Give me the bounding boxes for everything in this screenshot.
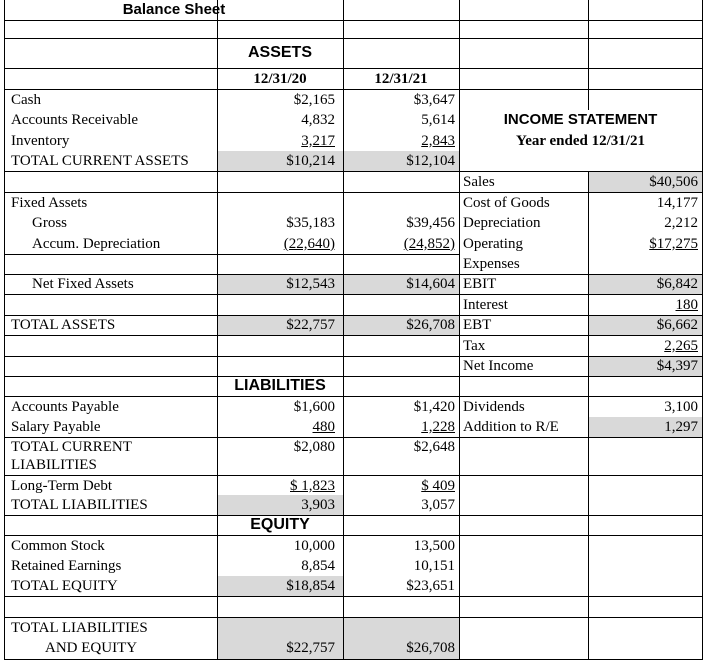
tcl-2021: $2,648: [413, 439, 455, 455]
net-income-label: Net Income: [463, 358, 534, 374]
grid-hline: [4, 38, 703, 39]
grid-hline: [4, 68, 703, 69]
ebt-value: $6,662: [656, 317, 698, 333]
ltd-2021-value: $ 409: [421, 478, 455, 494]
total-equity-2021: $23,651: [406, 578, 455, 594]
retained-earnings-2020: 8,854: [301, 558, 335, 574]
retained-earnings-2021: 10,151: [413, 558, 455, 574]
common-stock-2020: 10,000: [293, 538, 335, 554]
total-equity-2020: $18,854: [286, 578, 335, 594]
addition-re-label: Addition to R/E: [463, 419, 559, 435]
grid-hline: [4, 596, 703, 597]
tcl-2020: $2,080: [293, 439, 335, 455]
income-statement-subtitle: Year ended 12/31/21: [516, 133, 645, 149]
grid-hline: [4, 335, 703, 336]
grid-vline: [4, 0, 5, 660]
ar-2021: 5,614: [421, 112, 455, 128]
tax-label: Tax: [463, 338, 486, 354]
ltd-label: Long-Term Debt: [11, 478, 113, 494]
interest-value: [588, 296, 698, 314]
total-assets-2020: $22,757: [286, 317, 335, 333]
dividends-label: Dividends: [463, 399, 525, 415]
ar-label: Accounts Receivable: [11, 112, 139, 128]
tca-2020: $10,214: [286, 153, 335, 169]
salary-2021-value: 1,228: [421, 419, 455, 435]
grid-vline: [702, 0, 703, 660]
total-equity-label: TOTAL EQUITY: [11, 578, 118, 594]
grid-hline: [4, 617, 703, 618]
retained-earnings-label: Retained Earnings: [11, 558, 122, 574]
grid-hline: [4, 475, 703, 476]
grid-hline: [4, 396, 703, 397]
balance-sheet-title: Balance Sheet: [122, 1, 226, 18]
tax-value: [588, 337, 698, 355]
accum-dep-2020-value: (22,640): [283, 236, 335, 252]
ltd-2021: [343, 477, 455, 495]
nfa-label: Net Fixed Assets: [32, 276, 134, 292]
grid-hline: [4, 89, 703, 90]
grid-hline: [4, 294, 703, 295]
opex-value-text: $17,275: [649, 236, 698, 252]
grid-hline: [4, 192, 703, 193]
interest-label: Interest: [463, 297, 508, 313]
ebit-value: $6,842: [656, 276, 698, 292]
depreciation-value: 2,212: [664, 215, 698, 231]
ap-label: Accounts Payable: [11, 399, 119, 415]
grid-hline: [4, 376, 703, 377]
interest-value-text: 180: [675, 297, 698, 313]
ltd-2020: [217, 477, 335, 495]
accum-dep-2020: [217, 235, 335, 253]
total-assets-label: TOTAL ASSETS: [11, 317, 116, 333]
sales-value: $40,506: [649, 174, 698, 190]
gross-2021: $39,456: [406, 215, 455, 231]
grid-hline: [4, 515, 703, 516]
grid-hline: [4, 20, 703, 21]
inventory-label: Inventory: [11, 133, 70, 149]
grid-vline: [588, 0, 589, 110]
tle-2021: $26,708: [406, 640, 455, 656]
grid-hline: [4, 254, 459, 255]
tax-value-text: 2,265: [664, 338, 698, 354]
ebit-label: EBIT: [463, 276, 497, 292]
date-2020-header: 12/31/20: [253, 71, 307, 87]
income-statement-title: INCOME STATEMENT: [503, 111, 658, 128]
gross-label: Gross: [32, 215, 68, 231]
inventory-2021: [343, 132, 455, 150]
opex-label-line2: Expenses: [463, 256, 520, 272]
ebt-label: EBT: [463, 317, 492, 333]
cogs-value: 14,177: [656, 195, 698, 211]
tcl-label-line1: TOTAL CURRENT: [11, 439, 132, 455]
cash-2021: $3,647: [413, 92, 455, 108]
equity-header: EQUITY: [250, 516, 310, 533]
total-assets-2021: $26,708: [406, 317, 455, 333]
tle-label-line2: AND EQUITY: [45, 640, 138, 656]
net-income-value: $4,397: [656, 358, 698, 374]
ap-2020: $1,600: [293, 399, 335, 415]
tca-2021: $12,104: [406, 153, 455, 169]
grid-vline: [459, 0, 460, 660]
total-liabilities-label: TOTAL LIABILITIES: [11, 497, 148, 513]
common-stock-label: Common Stock: [11, 538, 105, 554]
accum-dep-label: Accum. Depreciation: [32, 236, 161, 252]
ar-2020: 4,832: [301, 112, 335, 128]
tca-label: TOTAL CURRENT ASSETS: [11, 153, 189, 169]
nfa-2021: $14,604: [406, 276, 455, 292]
cash-label: Cash: [11, 92, 41, 108]
inventory-2020: [217, 132, 335, 150]
inventory-2021-value: 2,843: [421, 133, 455, 149]
cash-2020: $2,165: [293, 92, 335, 108]
nfa-2020: $12,543: [286, 276, 335, 292]
tle-label-line1: TOTAL LIABILITIES: [11, 620, 148, 636]
accum-dep-2021-value: (24,852): [403, 236, 455, 252]
ltd-2020-value: $ 1,823: [290, 478, 335, 494]
grid-hline: [4, 171, 703, 172]
liabilities-header: LIABILITIES: [234, 377, 326, 394]
accum-dep-2021: [343, 235, 455, 253]
salary-2021: [343, 418, 455, 436]
grid-hline: [4, 659, 703, 660]
total-liabilities-2020: 3,903: [301, 497, 335, 513]
fixed-assets-label: Fixed Assets: [11, 195, 88, 211]
opex-label-line1: Operating: [463, 236, 523, 252]
ap-2021: $1,420: [413, 399, 455, 415]
cogs-label: Cost of Goods: [463, 195, 550, 211]
inventory-2020-value: 3,217: [301, 133, 335, 149]
opex-value: [588, 235, 698, 253]
addition-re-value: 1,297: [664, 419, 698, 435]
tle-2020: $22,757: [286, 640, 335, 656]
gross-2020: $35,183: [286, 215, 335, 231]
common-stock-2021: 13,500: [413, 538, 455, 554]
grid-hline: [4, 535, 703, 536]
sales-label: Sales: [463, 174, 495, 190]
salary-2020: [217, 418, 335, 436]
depreciation-label: Depreciation: [463, 215, 541, 231]
date-2021-header: 12/31/21: [374, 71, 428, 87]
dividends-value: 3,100: [664, 399, 698, 415]
salary-label: Salary Payable: [11, 419, 101, 435]
salary-2020-value: 480: [312, 419, 335, 435]
total-liabilities-2021: 3,057: [421, 497, 455, 513]
assets-header: ASSETS: [247, 44, 312, 61]
tcl-label-line2: LIABILITIES: [11, 457, 97, 473]
